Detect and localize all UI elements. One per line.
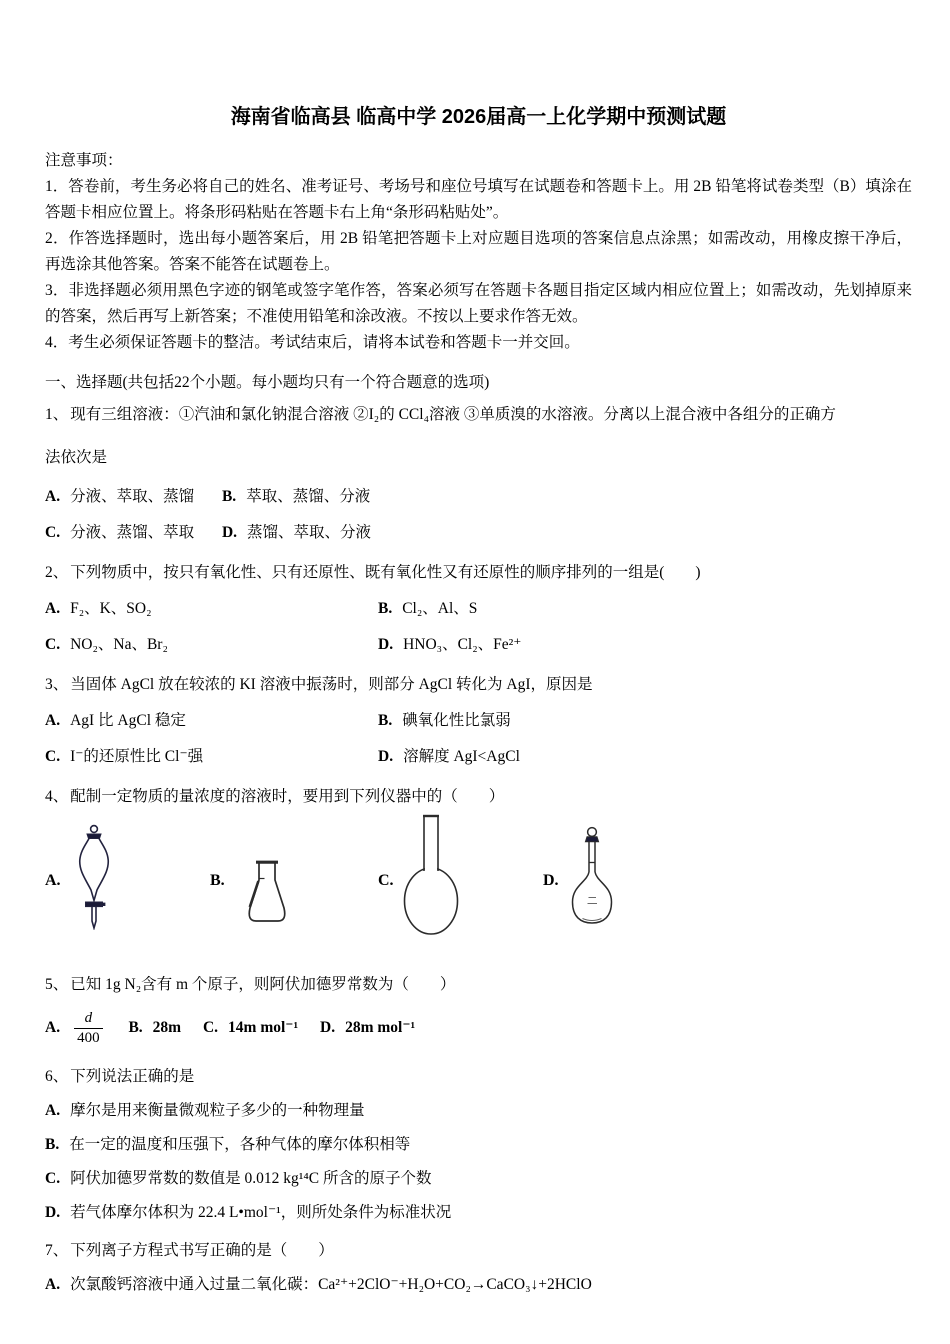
- question-number: 5、: [45, 976, 69, 993]
- notice-item-2: 2．作答选择题时，选出每小题答案后，用 2B 铅笔把答题卡上对应题目选项的答案信息点涂黑；如需改动，用橡皮擦干净后，再选涂其他答案。答案不能答在试题卷上。: [45, 230, 912, 273]
- option-letter: C.: [45, 748, 61, 765]
- option-letter: C.: [45, 1169, 61, 1187]
- option-row: [45, 520, 912, 546]
- option-letter: D.: [45, 1203, 61, 1221]
- option-text: 14m mol⁻¹: [228, 1019, 299, 1037]
- option-letter: D.: [378, 636, 394, 653]
- option-text: 萃取、蒸馏、分液: [246, 488, 371, 505]
- option-c: [45, 1166, 912, 1192]
- long-neck-flask-icon: [403, 814, 461, 936]
- option-row: [45, 1010, 912, 1048]
- question-number: 1、: [45, 406, 69, 423]
- option-text: 阿伏加德罗常数的数值是 0.012 kg¹⁴C 所含的原子个数: [70, 1169, 432, 1187]
- question-stem: [45, 560, 912, 586]
- option-letter: C.: [378, 872, 394, 889]
- option-grid: [45, 586, 912, 658]
- option-d: [320, 1019, 415, 1036]
- separating-funnel-icon: [75, 824, 113, 930]
- option-text: 分液、萃取、蒸馏: [70, 488, 195, 505]
- option-text: 蒸馏、萃取、分液: [247, 524, 372, 541]
- option-b: [45, 1132, 912, 1158]
- question-3: [45, 672, 912, 770]
- question-6: [45, 1064, 912, 1226]
- question-number: 2、: [45, 564, 69, 581]
- option-text: 摩尔是用来衡量微观粒子多少的一种物理量: [70, 1101, 365, 1119]
- erlenmeyer-flask-icon: [245, 860, 289, 928]
- question-stem-text: 当固体 AgCl 放在较浓的 KI 溶液中振荡时，则部分 AgCl 转化为 AgI，原因是: [70, 676, 593, 693]
- section-heading: 一、选择题(共包括22个小题。每小题均只有一个符合题意的选项): [45, 374, 490, 391]
- option-b: [222, 488, 370, 505]
- option-a: [45, 708, 378, 734]
- page-title: 海南省临高县 临高中学 2026届高一上化学期中预测试题: [230, 106, 727, 128]
- equipment-figures: [45, 814, 912, 964]
- option-letter: A.: [45, 1101, 61, 1119]
- fraction-denominator: 400: [74, 1028, 103, 1047]
- option-letter: D.: [378, 748, 394, 765]
- question-stem-text: 下列说法正确的是: [70, 1067, 195, 1085]
- notice-item-3: 3．非选择题必须用黑色字迹的钢笔或签字笔作答，答案必须写在答题卡各题目指定区域内相应位置上；如需改动，先划掉原来的答案，然后再写上新答案；不准使用铅笔和涂改液。不按以上要求作答无效。: [45, 282, 912, 325]
- question-stem-text: 现有三组溶液：①汽油和氯化钠混合溶液 ②I₂的 CCl₄溶液 ③单质溴的水溶液。分离以上混合液中各组分的正确方: [70, 406, 836, 423]
- fraction: [74, 1010, 103, 1048]
- option-letter: A.: [45, 600, 61, 617]
- option-d: [45, 1200, 912, 1226]
- question-stem-text: 配制一定物质的量浓度的溶液时，要用到下列仪器中的（ ）: [70, 788, 505, 805]
- question-2: [45, 560, 912, 658]
- question-stem-text: 已知 1g N₂含有 m 个原子，则阿伏加德罗常数为（ ）: [70, 976, 456, 993]
- option-letter: A.: [45, 488, 61, 505]
- option-c: [203, 1019, 298, 1036]
- question-stem: [45, 784, 912, 810]
- question-stem-continued: 法依次是: [45, 449, 108, 466]
- option-a: [45, 488, 194, 505]
- question-1: [45, 402, 912, 546]
- question-4: [45, 784, 912, 964]
- question-stem: [45, 972, 912, 998]
- option-text: F₂、K、SO₂: [70, 600, 152, 617]
- option-c: [45, 632, 378, 658]
- option-letter: B.: [378, 600, 393, 617]
- option-b: [378, 596, 912, 622]
- question-number: 6、: [45, 1067, 69, 1085]
- option-letter: B.: [221, 488, 237, 505]
- option-text: AgI 比 AgCl 稳定: [70, 712, 186, 729]
- option-text: 分液、蒸馏、萃取: [70, 524, 195, 541]
- option-letter: D.: [543, 872, 559, 889]
- option-letter: A.: [45, 872, 61, 889]
- option-c: [45, 744, 378, 770]
- question-stem: [45, 402, 912, 428]
- notice-item-1: 1．答卷前，考生务必将自己的姓名、准考证号、考场号和座位号填写在试题卷和答题卡上。用 2B 铅笔将试卷类型（B）填涂在答题卡相应位置上。将条形码粘贴在答题卡右上角“条形码粘贴处”。: [45, 178, 912, 221]
- option-text: 在一定的温度和压强下，各种气体的摩尔体积相等: [69, 1135, 411, 1153]
- option-letter: C.: [45, 524, 61, 541]
- question-stem-text: 下列离子方程式书写正确的是（ ）: [70, 1241, 334, 1259]
- question-stem: [45, 672, 912, 698]
- notice-heading: 注意事项：: [45, 152, 123, 169]
- question-number: 7、: [45, 1241, 69, 1259]
- option-letter: B.: [210, 872, 225, 889]
- option-text: 28m: [152, 1019, 182, 1037]
- option-letter: A.: [45, 712, 61, 729]
- question-number: 3、: [45, 676, 69, 693]
- option-letter: D.: [221, 524, 238, 541]
- option-d: [222, 524, 371, 541]
- option-letter: B.: [128, 1019, 143, 1037]
- option-b: [378, 708, 912, 734]
- option-letter: C.: [202, 1019, 219, 1037]
- option-d: [378, 744, 912, 770]
- option-a: [45, 1010, 107, 1047]
- option-letter: B.: [45, 1135, 60, 1153]
- option-letter: A.: [45, 1275, 61, 1293]
- option-text: 溶解度 AgI<AgCl: [403, 748, 520, 765]
- question-5: [45, 972, 912, 1048]
- option-text: Cl₂、Al、S: [402, 600, 478, 617]
- question-stem: [45, 1064, 912, 1090]
- option-letter: C.: [45, 636, 61, 653]
- option-letter: B.: [378, 712, 393, 729]
- option-grid: [45, 698, 912, 770]
- option-text: NO₂、Na、Br₂: [70, 636, 168, 653]
- notice-section: [45, 148, 912, 356]
- question-stem: [45, 1238, 912, 1264]
- option-text: 碘氧化性比氯弱: [402, 712, 511, 729]
- option-d: [378, 632, 912, 658]
- option-text: I⁻的还原性比 Cl⁻强: [70, 748, 204, 765]
- option-text: HNO₃、Cl₂、Fe²⁺: [403, 636, 522, 653]
- question-stem-text: 下列物质中，按只有氧化性、只有还原性、既有氧化性又有还原性的顺序排列的一组是( ): [70, 564, 701, 581]
- option-letter: A.: [45, 1019, 61, 1037]
- option-text: 次氯酸钙溶液中通入过量二氧化碳：Ca²⁺+2ClO⁻+H₂O+CO₂→CaCO₃↓+2HClO: [70, 1275, 592, 1293]
- option-a: [45, 1272, 912, 1298]
- question-number: 4、: [45, 788, 69, 805]
- notice-item-4: 4．考生必须保证答题卡的整洁。考试结束后，请将本试卷和答题卡一并交回。: [45, 334, 580, 351]
- option-c: [45, 524, 194, 541]
- option-text: 若气体摩尔体积为 22.4 L•mol⁻¹，则所处条件为标准状况: [70, 1203, 452, 1221]
- volumetric-flask-icon: [569, 826, 615, 928]
- option-row: [45, 484, 912, 510]
- fraction-numerator: d: [84, 1010, 93, 1026]
- option-a: [45, 596, 378, 622]
- option-b: [128, 1019, 181, 1036]
- option-a: [45, 1098, 912, 1124]
- question-7: [45, 1238, 912, 1298]
- option-letter: D.: [320, 1019, 336, 1037]
- option-text: 28m mol⁻¹: [345, 1019, 416, 1037]
